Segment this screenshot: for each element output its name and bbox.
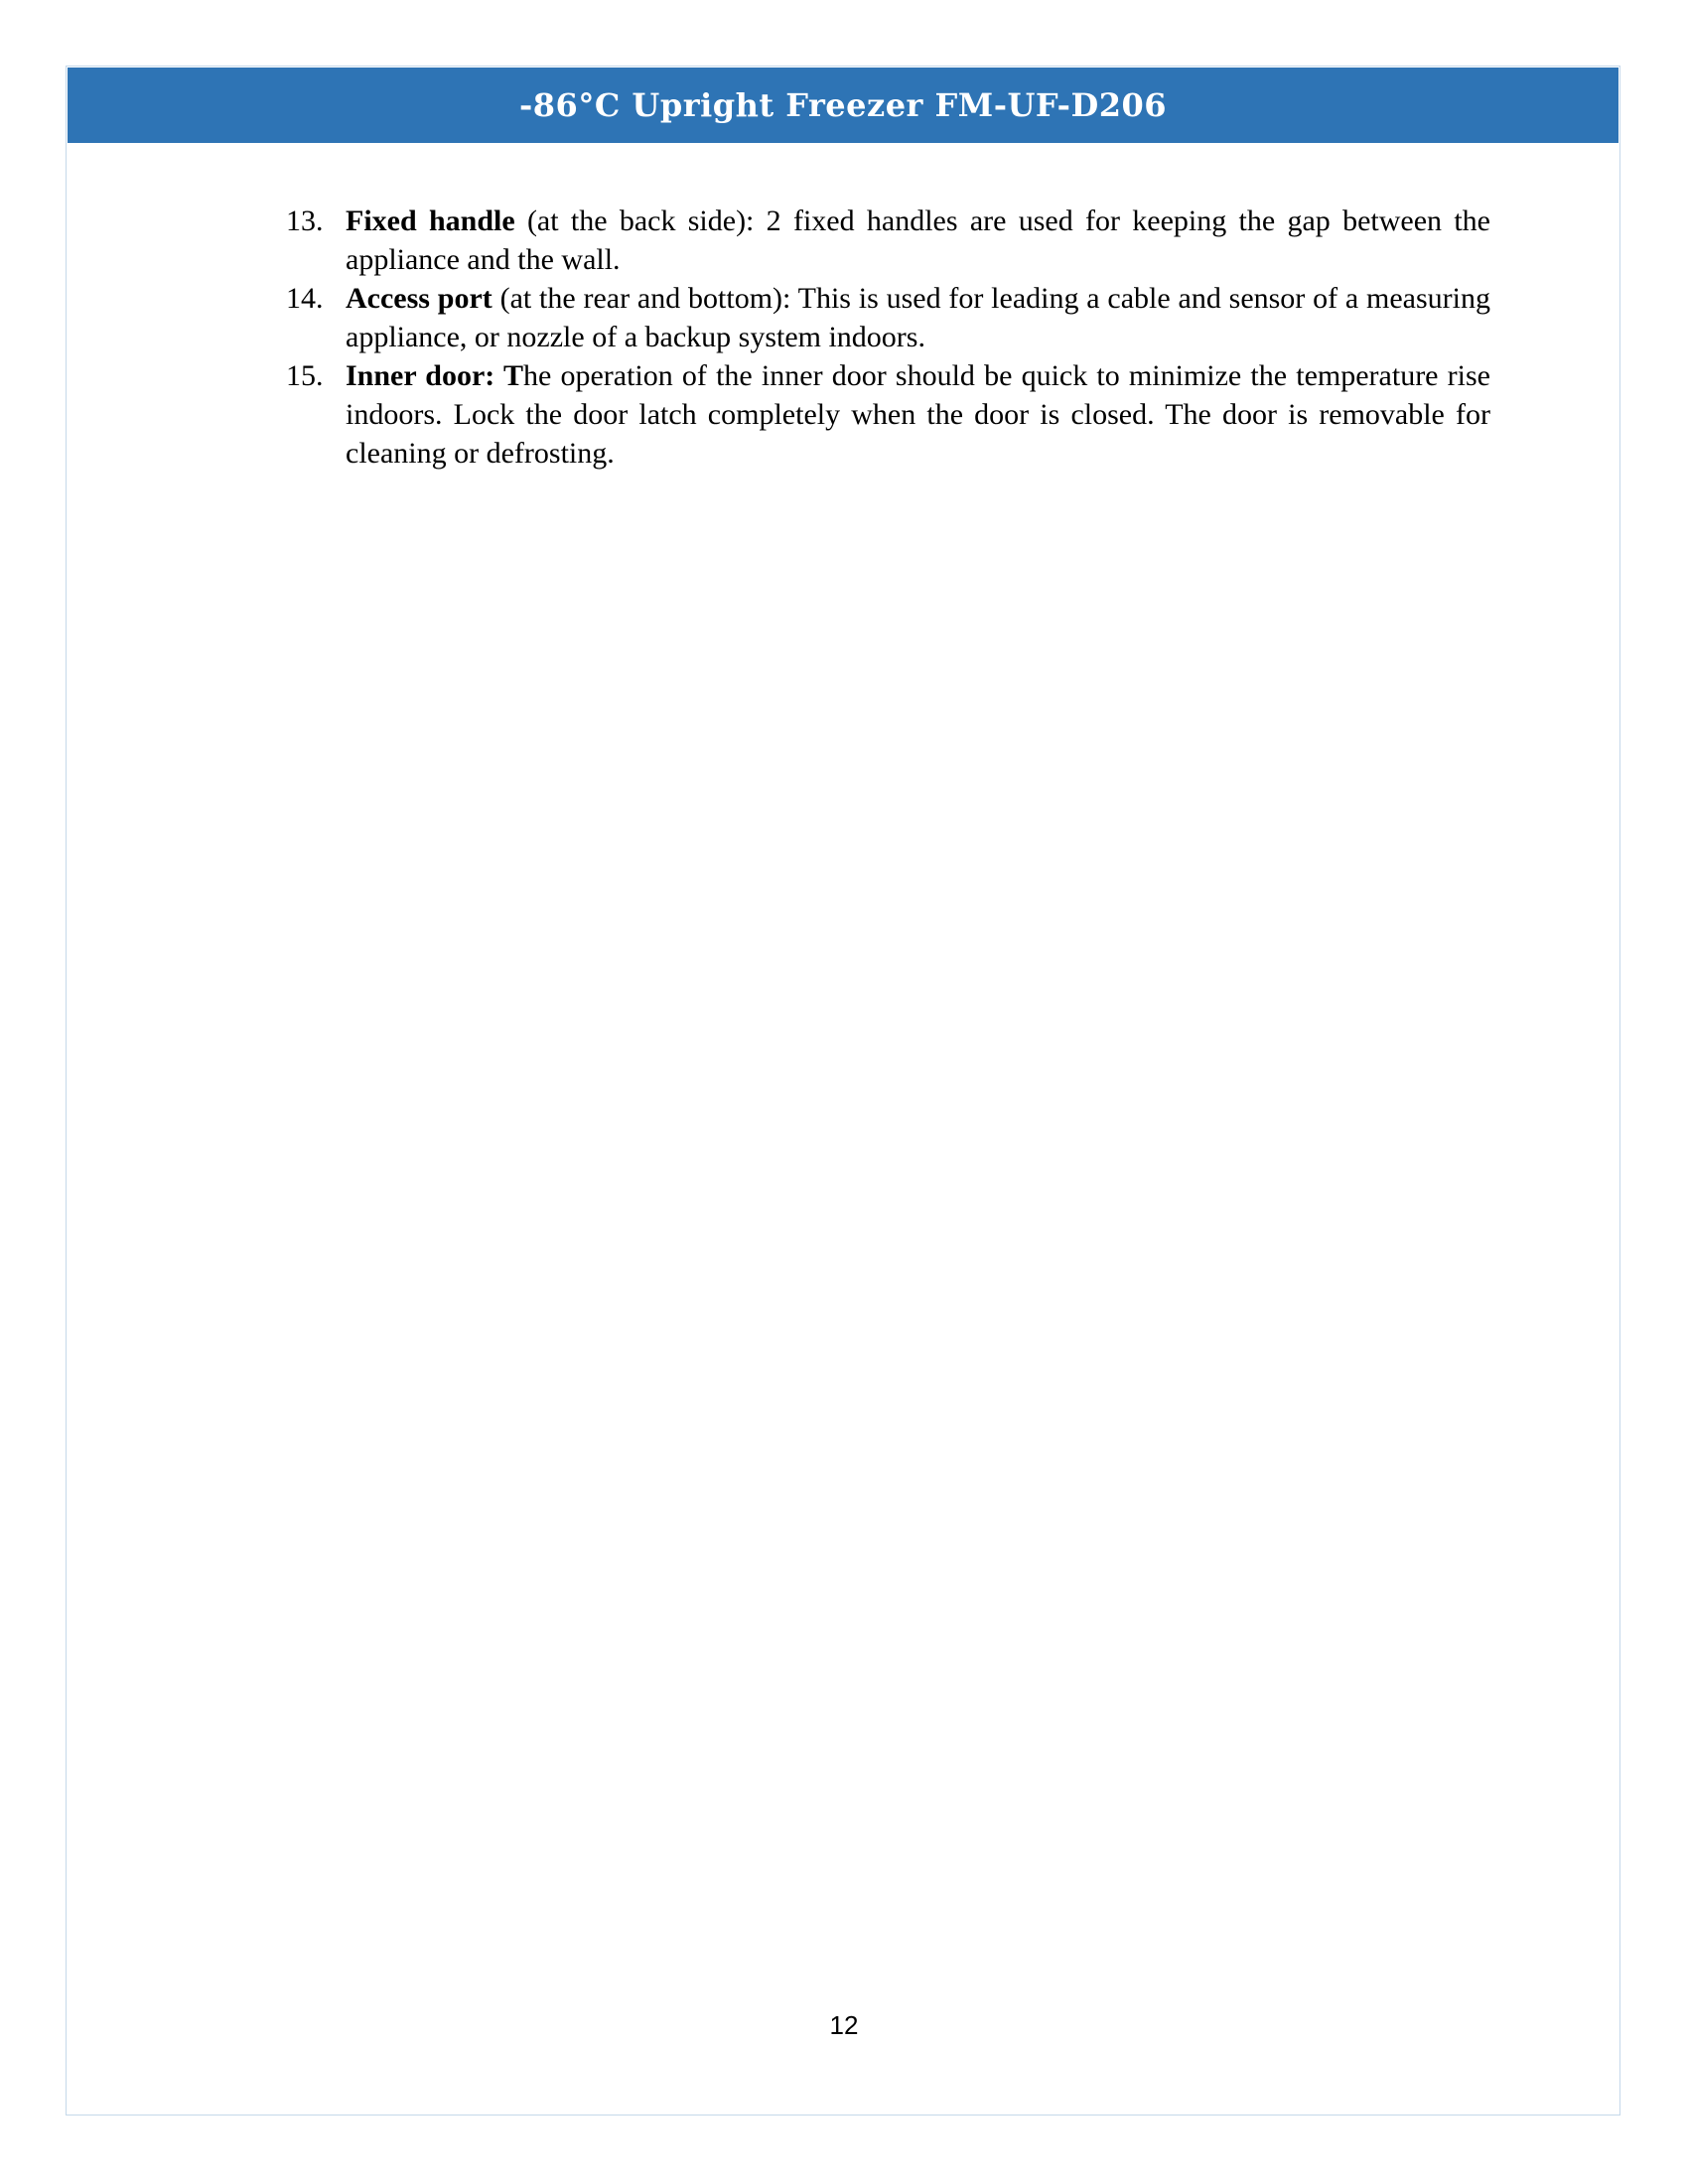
list-item: [286, 279, 1490, 356]
item-text: [346, 202, 1490, 279]
item-number: 13.: [286, 205, 324, 237]
header-bar: [68, 68, 1618, 143]
item-description: he operation of the inner door should be quick to minimize the temperature rise indoors. Lock the door latch completely when the door is closed. The door is removable for cleaning or defrosting.: [346, 359, 1490, 470]
page-number: 12: [829, 2010, 859, 2040]
item-term: Access port: [346, 282, 492, 315]
item-number: 15.: [286, 359, 324, 392]
item-description: (at the rear and bottom): This is used for leading a cable and sensor of a measuring appliance, or nozzle of a backup system indoors.: [346, 282, 1490, 353]
instructions-list: [286, 202, 1490, 473]
page-title: -86°C Upright Freezer FM-UF-D206: [519, 86, 1167, 124]
list-item: [286, 202, 1490, 279]
item-description: (at the back side): 2 fixed handles are used for keeping the gap between the appliance and the wall.: [346, 205, 1490, 276]
item-number: 14.: [286, 282, 324, 315]
item-text: [346, 356, 1490, 473]
item-term: Fixed handle: [346, 205, 515, 237]
item-text: [346, 279, 1490, 356]
list-item: [286, 356, 1490, 473]
item-term: Inner door: T: [346, 359, 523, 392]
